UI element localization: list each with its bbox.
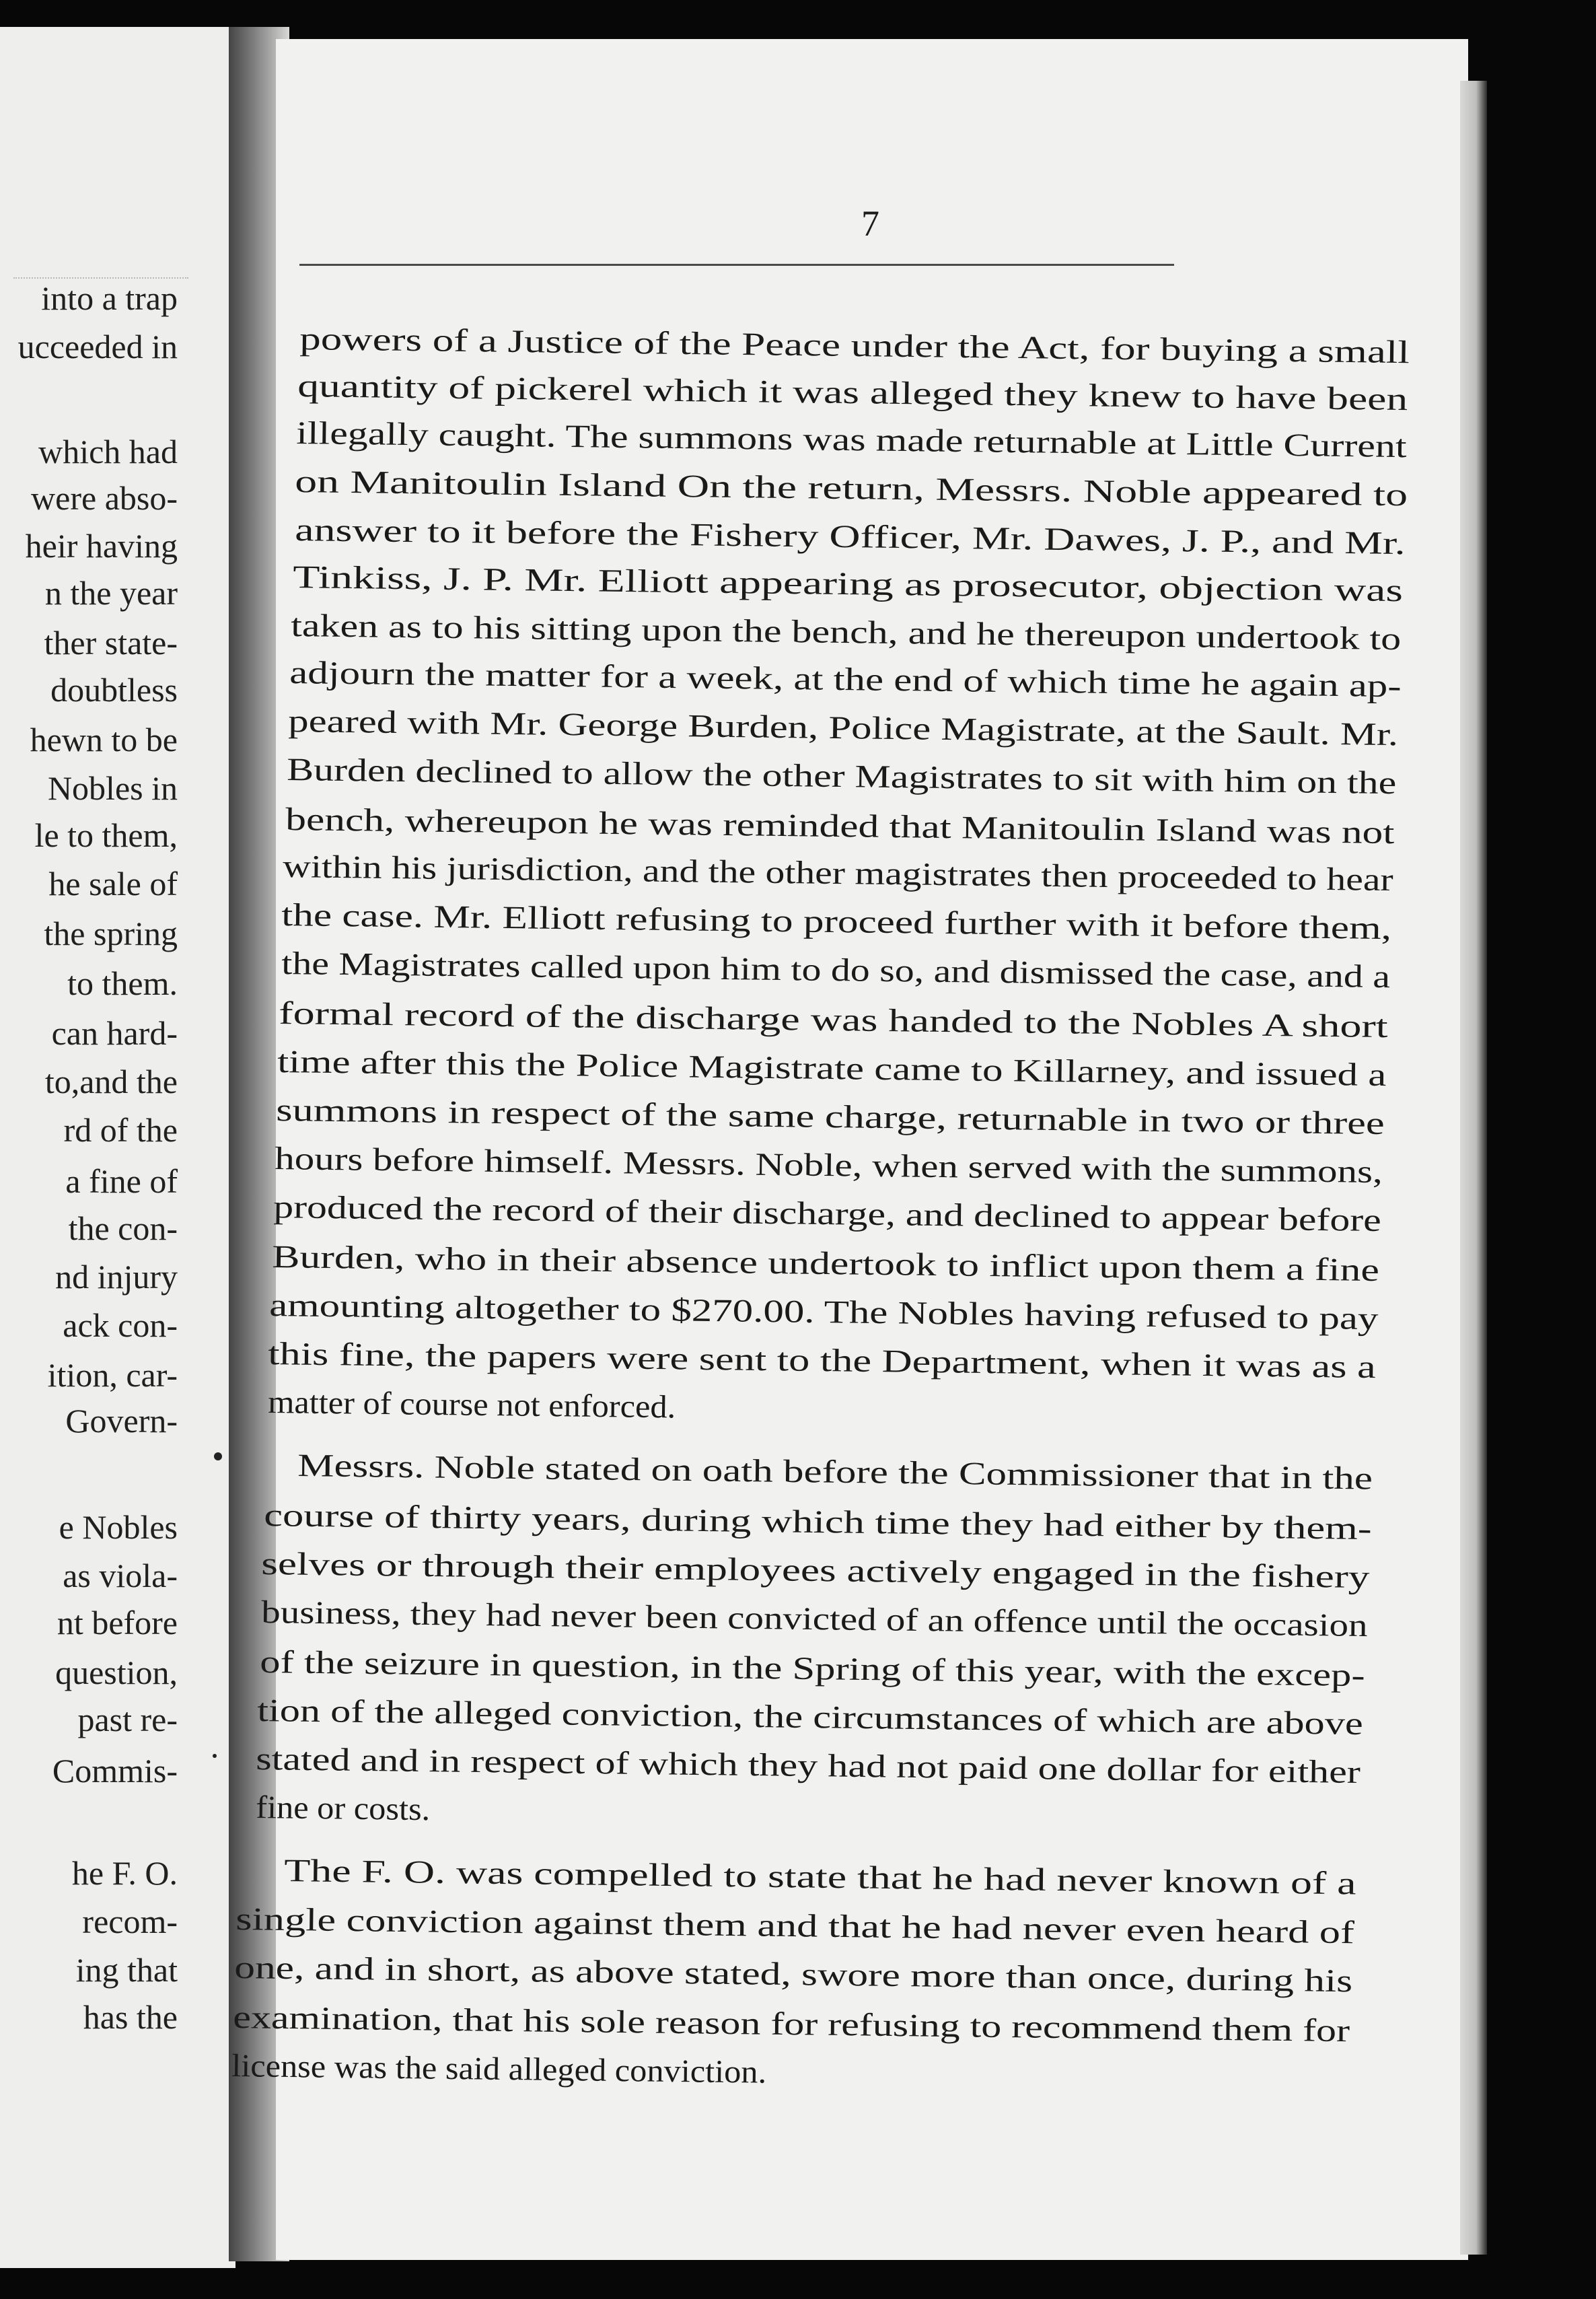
previous-page-line: nd injury xyxy=(55,1258,178,1296)
previous-page-fragment xyxy=(0,27,235,2268)
text-line: examination, that his sole reason for refusing to recommend them for xyxy=(232,2000,1350,2049)
text-line: Burden, who in their absence undertook to inflict upon them a fine xyxy=(271,1239,1380,1289)
text-line: single conviction against them and that he had never even heard of xyxy=(235,1901,1355,1951)
text-line: course of thirty years, during which time they had either by them- xyxy=(263,1497,1373,1547)
text-line: hours before himself. Messrs. Noble, when served with the summons, xyxy=(274,1141,1383,1191)
previous-page-line: ther state- xyxy=(44,624,178,662)
previous-page-line: which had xyxy=(38,433,178,470)
text-line: taken as to his sitting upon the bench, and he thereupon undertook to xyxy=(290,608,1402,658)
text-line: answer to it before the Fishery Officer, Mr. Dawes, J. P., and Mr. xyxy=(294,512,1406,562)
previous-page-line: past re- xyxy=(77,1701,178,1738)
previous-page-line: ucceeded in xyxy=(17,328,178,365)
previous-page-line: he F. O. xyxy=(71,1854,178,1892)
previous-page-line: were abso- xyxy=(31,479,178,517)
previous-page-line: to them. xyxy=(67,964,178,1002)
text-line: on Manitoulin Island On the return, Messrs. Noble appeared to xyxy=(294,464,1408,514)
text-line: matter of course not enforced. xyxy=(267,1384,676,1425)
previous-page-line: hewn to be xyxy=(30,721,178,758)
text-line: powers of a Justice of the Peace under the Act, for buying a small xyxy=(299,321,1410,371)
ink-speck xyxy=(214,1452,222,1460)
previous-page-line: ack con- xyxy=(63,1306,178,1344)
text-line: the Magistrates called upon him to do so, and dismissed the case, and a xyxy=(281,946,1391,995)
text-line: Tinkiss, J. P. Mr. Elliott appearing as prosecutor, objection was xyxy=(292,559,1404,609)
text-line: produced the record of their discharge, and declined to appear before xyxy=(273,1189,1382,1239)
text-line: peared with Mr. George Burden, Police Magistrate, at the Sault. Mr. xyxy=(287,703,1399,753)
previous-page-line: heir having xyxy=(25,527,178,565)
ink-speck xyxy=(213,1754,217,1758)
text-line: business, they had never been convicted of an offence until the occasion xyxy=(260,1594,1368,1644)
previous-page-line: question, xyxy=(55,1654,178,1691)
previous-page-line: the spring xyxy=(44,915,178,952)
text-line: of the seizure in question, in the Spring of this year, with the excep- xyxy=(259,1644,1365,1694)
previous-page-line: n the year xyxy=(44,574,178,612)
previous-page-line: the con- xyxy=(68,1209,178,1247)
previous-page-line: le to them, xyxy=(34,816,178,854)
text-line: within his jurisdiction, and the other magistrates then proceeded to hear xyxy=(282,849,1394,898)
previous-page-line: can hard- xyxy=(51,1014,178,1052)
previous-page-line: recom- xyxy=(82,1903,178,1940)
text-line: the case. Mr. Elliott refusing to proceed further with it before them, xyxy=(281,897,1392,947)
header-rule xyxy=(299,264,1174,266)
previous-page-line: ition, car- xyxy=(47,1356,178,1394)
text-line: summons in respect of the same charge, returnable in two or three xyxy=(275,1092,1385,1142)
previous-page-line: has the xyxy=(83,1998,178,2036)
header-rule xyxy=(13,277,188,279)
previous-page-line: into a trap xyxy=(41,279,178,317)
page-edge xyxy=(1460,81,1487,2255)
text-line: selves or through their employees actively engaged in the fishery xyxy=(260,1546,1370,1596)
text-line: The F. O. was compelled to state that he had never known of a xyxy=(283,1853,1356,1902)
text-line: license was the said alleged conviction. xyxy=(231,2048,767,2090)
previous-page-line: Govern- xyxy=(65,1402,178,1440)
previous-page-line: e Nobles xyxy=(59,1508,178,1546)
previous-page-line: as viola- xyxy=(63,1557,178,1594)
text-line: stated and in respect of which they had not paid one dollar for either xyxy=(255,1741,1361,1791)
text-line: tion of the alleged conviction, the circumstances of which are above xyxy=(256,1693,1364,1742)
previous-page-line: nt before xyxy=(57,1604,178,1641)
text-line: Messrs. Noble stated on oath before the Commissioner that in the xyxy=(297,1448,1373,1497)
text-line: time after this the Police Magistrate came to Killarney, and issued a xyxy=(277,1044,1387,1094)
text-line: quantity of pickerel which it was alleged they knew to have been xyxy=(297,368,1408,418)
previous-page-line: he sale of xyxy=(48,865,178,903)
text-line: formal record of the discharge was handed to the Nobles A short xyxy=(278,995,1388,1045)
previous-page-line: Commis- xyxy=(52,1752,178,1790)
text-line: Burden declined to allow the other Magistrates to sit with him on the xyxy=(286,752,1397,802)
text-line: adjourn the matter for a week, at the end of which time he again ap- xyxy=(289,655,1402,705)
previous-page-line: rd of the xyxy=(63,1111,178,1149)
text-line: bench, whereupon he was reminded that Manitoulin Island was not xyxy=(285,802,1395,851)
text-line: illegally caught. The summons was made returnable at Little Current xyxy=(295,415,1407,465)
text-line: amounting altogether to $270.00. The Nobles having refused to pay xyxy=(268,1287,1379,1337)
previous-page-line: to,and the xyxy=(44,1063,178,1100)
previous-page-line: a fine of xyxy=(65,1162,178,1200)
previous-page-line: Nobles in xyxy=(47,769,178,807)
text-line: fine or costs. xyxy=(255,1790,431,1828)
page-number: 7 xyxy=(861,203,879,244)
previous-page-line: ing that xyxy=(75,1951,178,1989)
previous-page-line: doubtless xyxy=(50,671,178,709)
text-line: this fine, the papers were sent to the Department, when it was as a xyxy=(267,1336,1377,1386)
text-line: one, and in short, as above stated, swore more than once, during his xyxy=(233,1950,1353,2000)
